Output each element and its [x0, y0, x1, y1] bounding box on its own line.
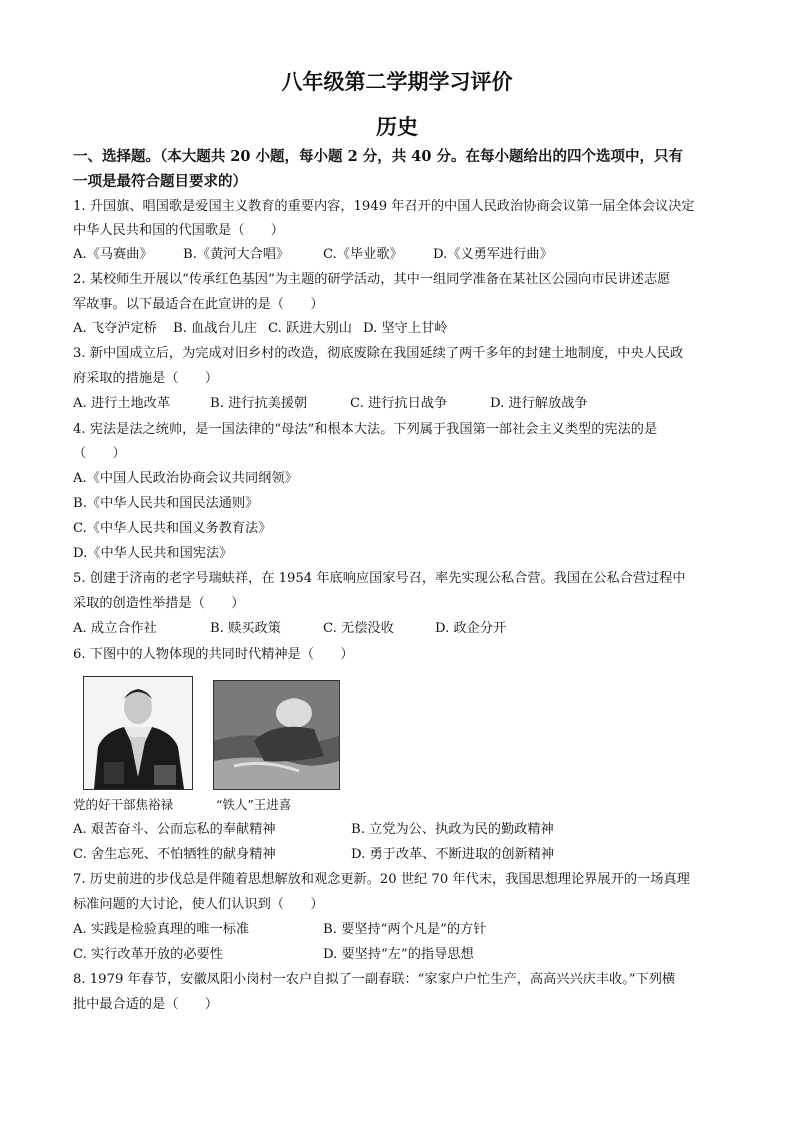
- q1-option-b: B.《黄河大合唱》: [183, 247, 290, 262]
- section-heading: [73, 145, 723, 194]
- q4-stem-line1: 4. 宪法是法之统帅，是一国法律的“母法”和根本大法。下列属于我国第一部社会主义类型的宪法的是: [73, 422, 658, 437]
- q7-option-a: A. 实践是检验真理的唯一标准: [73, 922, 250, 937]
- q6-stem-line1: 6. 下图中的人物体现的共同时代精神是（ ）: [73, 647, 354, 662]
- q2-option-a: A. 飞夺泸定桥: [73, 321, 157, 336]
- q2-stem-line1: 2. 某校师生开展以“传承红色基因”为主题的研学活动，其中一组同学准备在某社区公园向市民讲述志愿: [73, 272, 671, 287]
- q5-option-d: D. 政企分开: [435, 621, 507, 636]
- q2-stem-line2: 军故事。以下最适合在此宣讲的是（ ）: [73, 297, 324, 312]
- q3-stem-line1: 3. 新中国成立后，为完成对旧乡村的改造，彻底废除在我国延续了两千多年的封建土地制度，中央人民政: [73, 346, 684, 361]
- q3-options: [73, 394, 733, 414]
- q5-option-b: B. 赎买政策: [210, 621, 281, 636]
- q8-stem-line2: 批中最合适的是（ ）: [73, 997, 219, 1012]
- q5-stem-line1: 5. 创建于济南的老字号瑞蚨祥，在 1954 年底响应国家号召，率先实现公私合营。我国在公私合营过程中: [73, 571, 686, 586]
- q6-caption-left: 党的好干部焦裕禄: [73, 797, 174, 812]
- q5-stem-line2: 采取的创造性举措是（ ）: [73, 596, 245, 611]
- q7-option-b: B. 要坚持“两个凡是”的方针: [323, 922, 487, 937]
- q5-option-c: C. 无偿没收: [323, 621, 394, 636]
- q3-option-b: B. 进行抗美援朝: [210, 396, 308, 411]
- q6-options-row2: [73, 845, 733, 865]
- q7-options-row1: [73, 920, 733, 940]
- q1-stem-line2: 中华人民共和国的代国歌是（ ）: [73, 223, 284, 238]
- q6-options-row1: [73, 820, 733, 840]
- q7-stem-line1: 7. 历史前进的步伐总是伴随着思想解放和观念更新。20 世纪 70 年代末，我国思想理论界展开的一场真理: [73, 872, 690, 887]
- q4-option-a: A.《中国人民政治协商会议共同纲领》: [73, 471, 298, 486]
- q1-options: [73, 245, 733, 265]
- q3-stem-line2: 府采取的措施是（ ）: [73, 371, 219, 386]
- q3-option-c: C. 进行抗日战争: [350, 396, 448, 411]
- q6-option-d: D. 勇于改革、不断进取的创新精神: [351, 847, 555, 862]
- q3-option-a: A. 进行土地改革: [73, 396, 171, 411]
- portrait-illustration-icon: [84, 677, 192, 789]
- photo-jiao-yulu: [83, 676, 193, 790]
- q2-options: [73, 319, 733, 339]
- q7-options-row2: [73, 945, 733, 965]
- q4-stem-line2: （ ）: [73, 446, 126, 461]
- q6-option-c: C. 舍生忘死、不怕牺牲的献身精神: [73, 847, 276, 862]
- photo-wang-jinxi: [213, 680, 340, 790]
- q6-option-a: A. 艰苦奋斗、公而忘私的奉献精神: [73, 822, 276, 837]
- q5-option-a: A. 成立合作社: [73, 621, 157, 636]
- section-heading-line1: 一、选择题。（本大题共 20 小题，每小题 2 分，共 40 分。在每小题给出的四个选项中，只有: [73, 148, 683, 165]
- q6-option-b: B. 立党为公、执政为民的勤政精神: [351, 822, 554, 837]
- q4-option-c: C.《中华人民共和国义务教育法》: [73, 521, 272, 536]
- q1-option-c: C.《毕业歌》: [323, 247, 403, 262]
- q4-option-b: B.《中华人民共和国民法通则》: [73, 496, 259, 511]
- q4-option-d: D.《中华人民共和国宪法》: [73, 546, 233, 561]
- q7-option-c: C. 实行改革开放的必要性: [73, 947, 223, 962]
- exam-title: 八年级第二学期学习评价: [281, 69, 513, 94]
- q5-options: [73, 619, 733, 639]
- q3-option-d: D. 进行解放战争: [490, 396, 588, 411]
- q2-option-b: B. 血战台儿庄: [173, 321, 258, 336]
- section-heading-line2: 一项是最符合题目要求的）: [73, 172, 247, 190]
- photo-illustration-icon: [214, 681, 339, 789]
- q2-option-d: D. 坚守上甘岭: [363, 321, 448, 336]
- q8-stem-line1: 8. 1979 年春节，安徽凤阳小岗村一农户自拟了一副春联：“家家户户忙生产，高高兴兴庆丰收。”下列横: [73, 972, 676, 987]
- q7-option-d: D. 要坚持“左”的指导思想: [323, 947, 474, 962]
- q2-option-c: C. 跃进大别山: [268, 321, 352, 336]
- subject-title: 历史: [376, 114, 418, 139]
- q1-stem-line1: 1. 升国旗、唱国歌是爱国主义教育的重要内容，1949 年召开的中国人民政治协商会议第一届全体会议决定: [73, 199, 695, 214]
- q1-option-a: A.《马赛曲》: [73, 247, 153, 262]
- q7-stem-line2: 标准问题的大讨论，使人们认识到（ ）: [73, 897, 324, 912]
- q1-option-d: D.《义勇军进行曲》: [433, 247, 553, 262]
- q6-caption-right: “铁人”王进喜: [216, 797, 292, 812]
